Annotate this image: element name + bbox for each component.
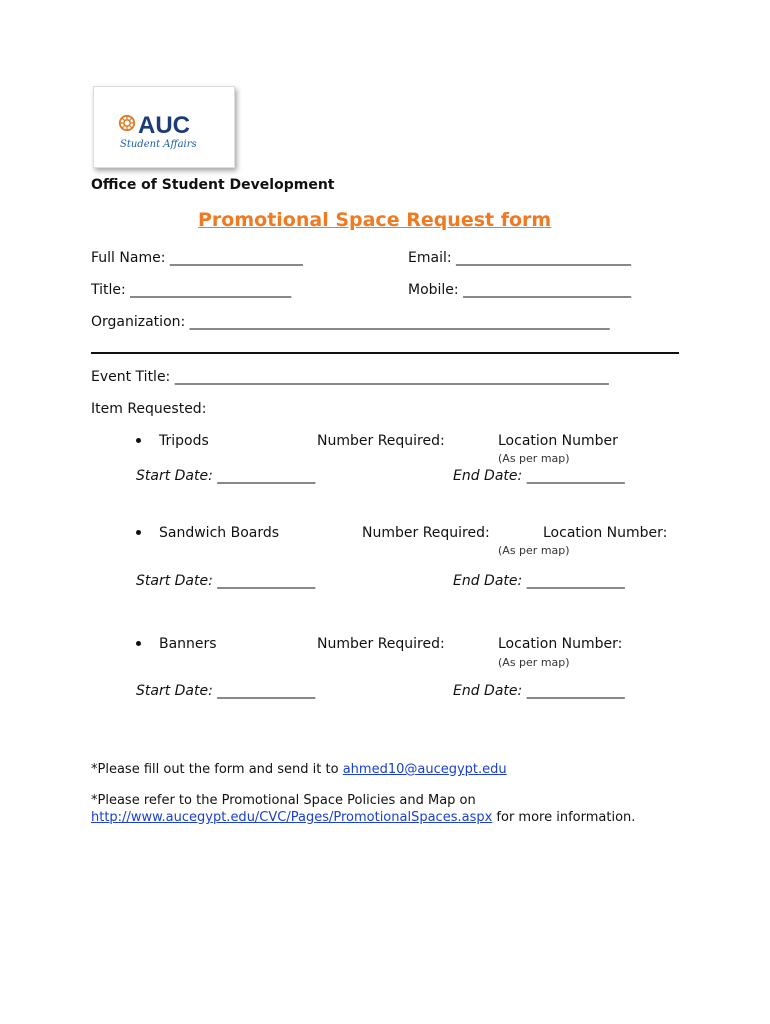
form-title: Promotional Space Request form — [198, 209, 552, 231]
email-field[interactable]: Email: _________________________ — [408, 250, 632, 266]
tripods-end-date[interactable] — [453, 468, 625, 484]
auc-logo — [93, 86, 235, 168]
submission-note-text: *Please fill out the form and send it to — [91, 762, 343, 777]
policy-note-suffix: for more information. — [492, 810, 636, 825]
logo-subtitle: Student Affairs — [120, 139, 197, 150]
policy-url-link[interactable]: http://www.aucegypt.edu/CVC/Pages/PromotionalSpaces.aspx — [91, 810, 493, 825]
end-date-label: End Date: — [453, 573, 523, 589]
contact-email-link[interactable]: ahmed10@aucegypt.edu — [342, 762, 507, 777]
banners-number-required[interactable]: Number Required: — [317, 636, 445, 652]
banners-as-per-map: (As per map) — [498, 656, 570, 669]
sandwich-end-date[interactable] — [453, 573, 625, 589]
banners-location-number[interactable]: Location Number: — [498, 636, 623, 652]
end-date-label: End Date: — [453, 468, 523, 484]
event-title-field[interactable]: Event Title: ______________________________________________________________ — [91, 369, 609, 385]
organization-field[interactable]: Organization: ____________________________________________________________ — [91, 314, 610, 330]
start-date-blank: ______________ — [217, 683, 316, 699]
end-date-blank: ______________ — [526, 573, 625, 589]
bullet-icon — [136, 641, 141, 646]
bullet-icon — [136, 530, 141, 535]
tripods-location-number[interactable]: Location Number — [498, 433, 618, 449]
section-divider — [91, 352, 679, 354]
auc-seal-icon — [118, 114, 136, 132]
item-requested-label: Item Requested: — [91, 401, 207, 417]
full-name-field[interactable]: Full Name: ___________________ — [91, 250, 303, 266]
sandwich-location-number[interactable]: Location Number: — [543, 525, 668, 541]
item-name-banners: Banners — [159, 636, 217, 652]
bullet-icon — [136, 438, 141, 443]
start-date-label: Start Date: — [136, 683, 213, 699]
end-date-label: End Date: — [453, 683, 523, 699]
submission-note — [91, 762, 507, 777]
start-date-blank: ______________ — [217, 573, 316, 589]
office-name: Office of Student Development — [91, 177, 335, 193]
policy-note-line1: *Please refer to the Promotional Space Policies and Map on — [91, 793, 476, 808]
end-date-blank: ______________ — [526, 683, 625, 699]
sandwich-start-date[interactable] — [136, 573, 315, 589]
sandwich-number-required[interactable]: Number Required: — [362, 525, 490, 541]
item-name-sandwich-boards: Sandwich Boards — [159, 525, 280, 541]
mobile-field[interactable]: Mobile: ________________________ — [408, 282, 632, 298]
logo-brand: AUC — [138, 112, 190, 139]
start-date-label: Start Date: — [136, 468, 213, 484]
tripods-as-per-map: (As per map) — [498, 452, 570, 465]
end-date-blank: ______________ — [526, 468, 625, 484]
start-date-blank: ______________ — [217, 468, 316, 484]
item-name-tripods: Tripods — [159, 433, 209, 449]
sandwich-as-per-map: (As per map) — [498, 544, 570, 557]
policy-note-line2 — [91, 810, 635, 825]
tripods-start-date[interactable] — [136, 468, 315, 484]
title-field[interactable]: Title: _______________________ — [91, 282, 292, 298]
banners-start-date[interactable] — [136, 683, 315, 699]
banners-end-date[interactable] — [453, 683, 625, 699]
start-date-label: Start Date: — [136, 573, 213, 589]
tripods-number-required[interactable]: Number Required: — [317, 433, 445, 449]
